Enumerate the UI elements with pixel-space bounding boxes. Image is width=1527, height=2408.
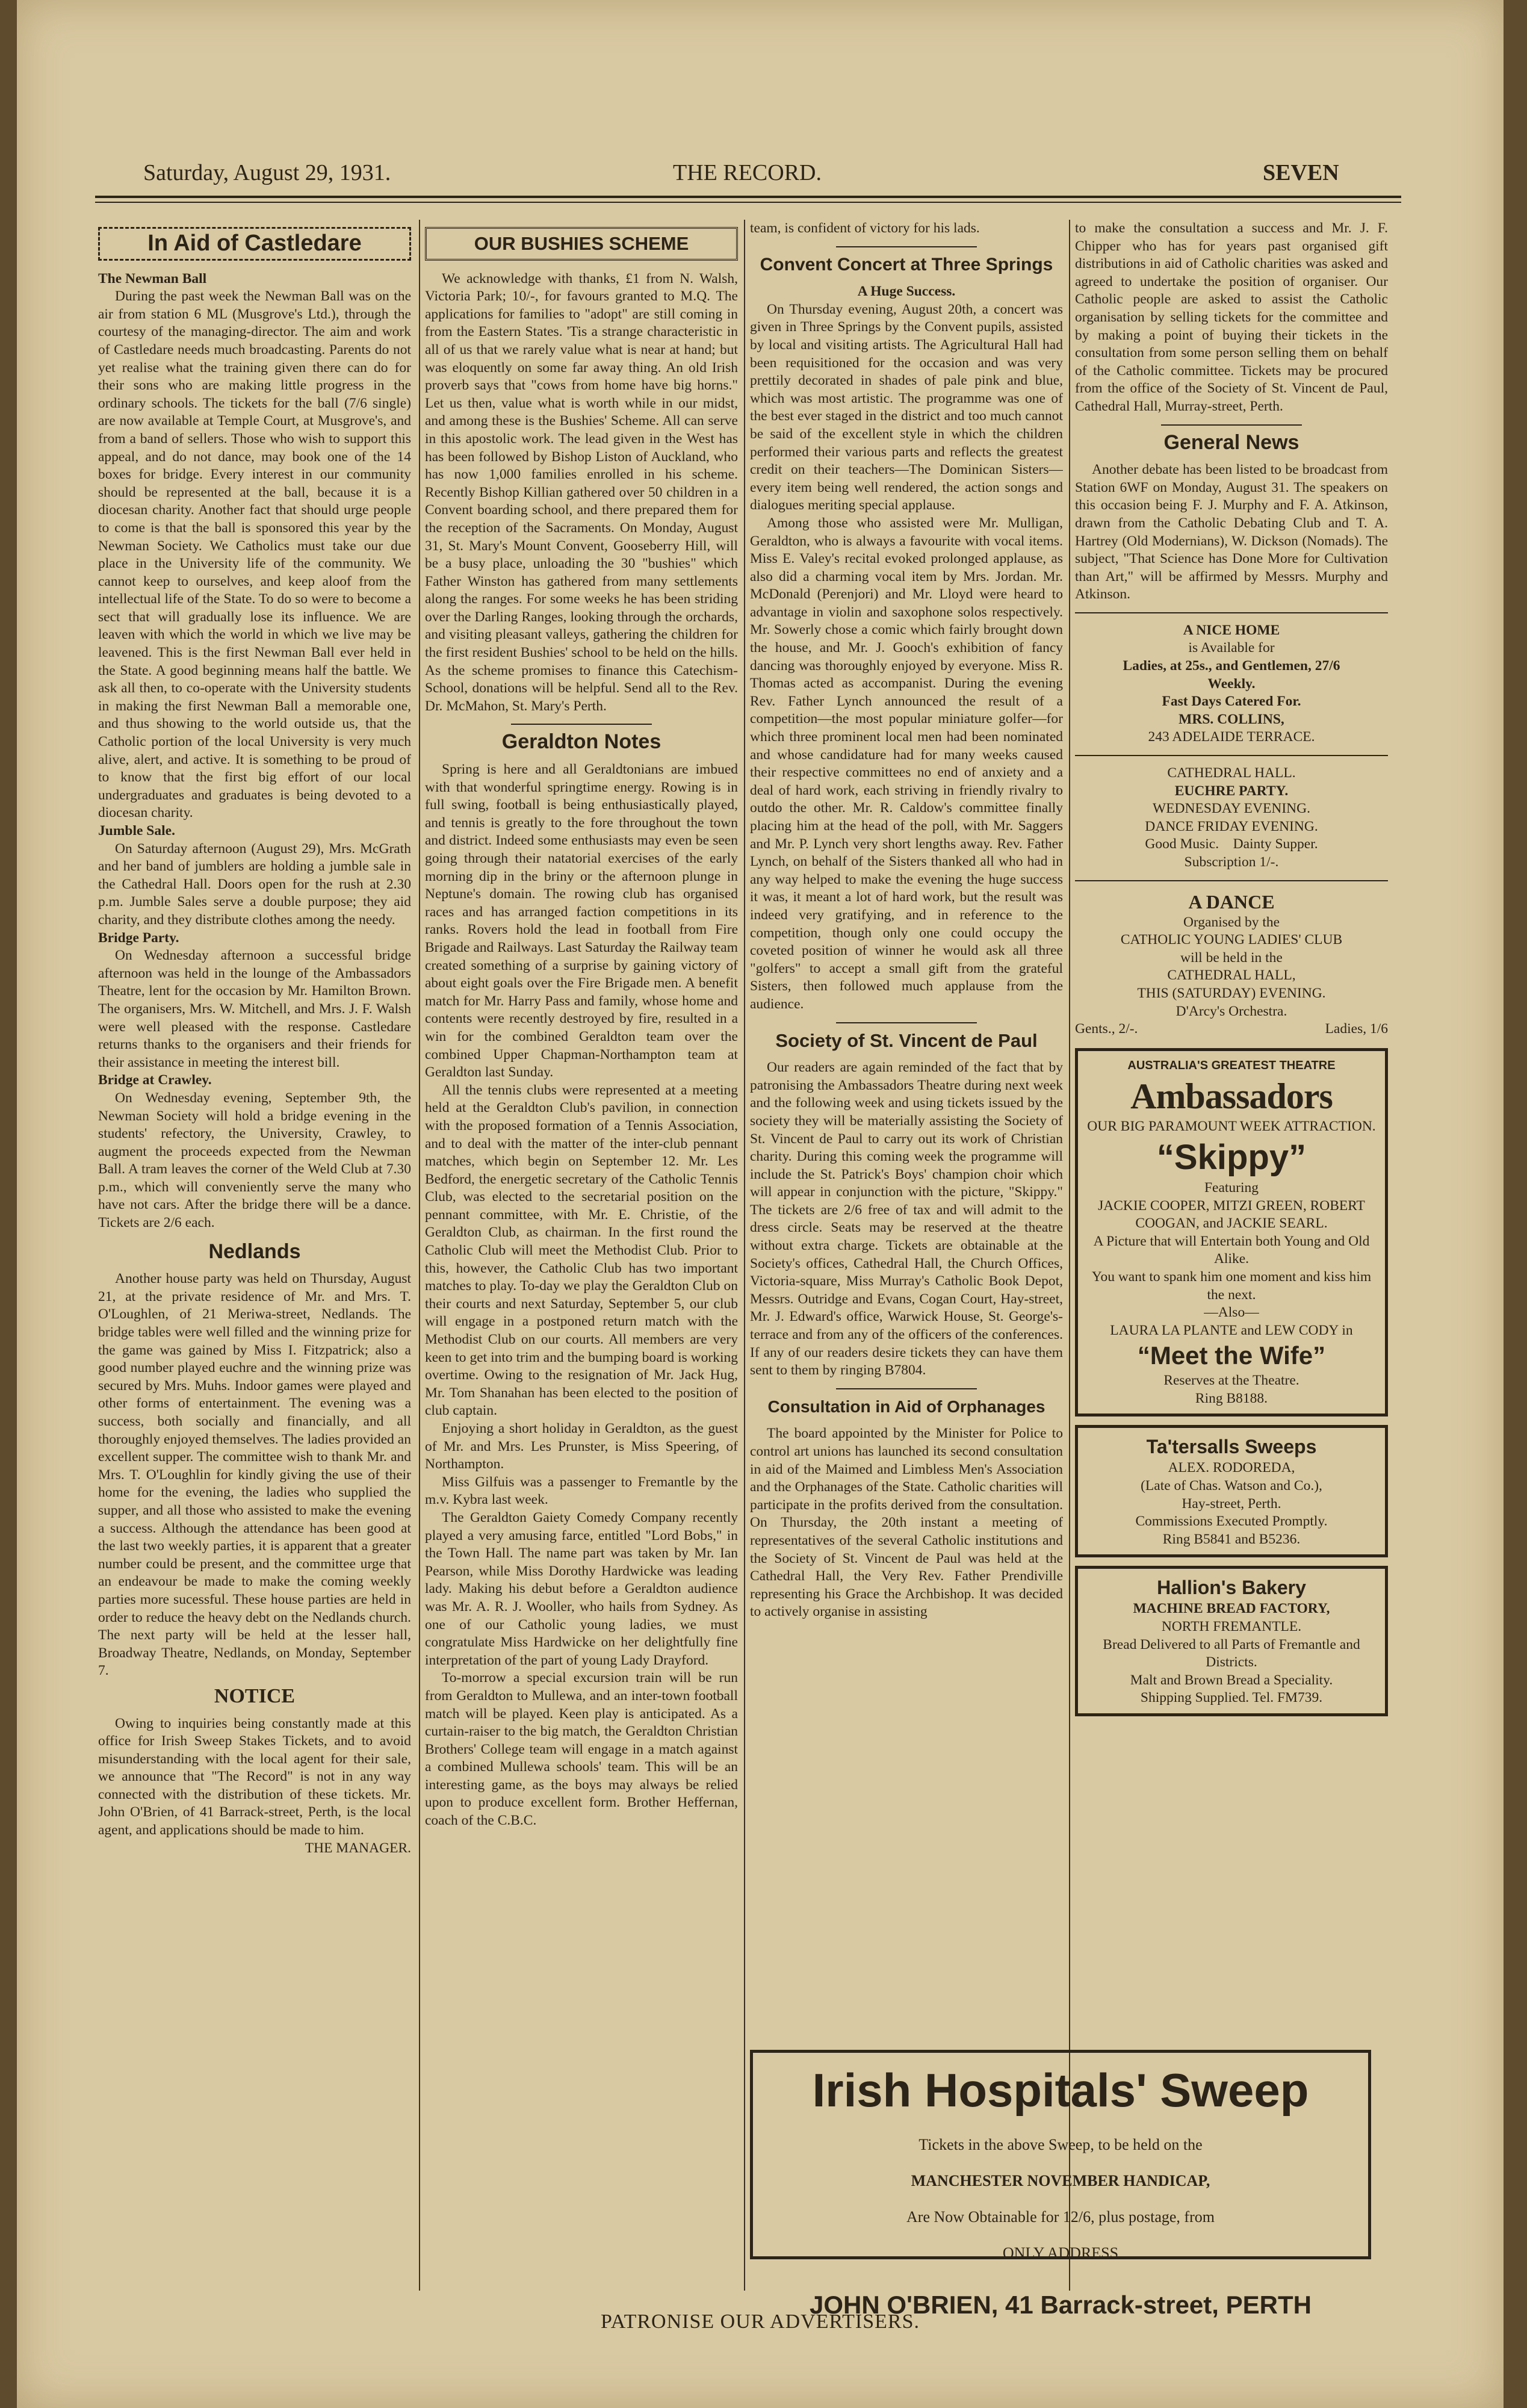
section-separator (1075, 612, 1388, 613)
continued-text: to make the consultation a success and Mr. J. F. Chipper who has for years past organised gift distributions in aid of Catholic charities was asked and agreed to undertake the position of organiser. Our Catholic people are asked to assist the Catholic organisation by selling tickets for the committee and by making a point of buying their tickets in the consultation from some person selling them on behalf of the Catholic committee. Tickets may be procured from the office of the Society of St. Vincent de Paul, Cathedral Hall, Murray-street, Perth. (1075, 220, 1388, 414)
ad-line: EUCHRE PARTY. (1174, 783, 1289, 799)
geraldton-heading: Geraldton Notes (501, 730, 661, 754)
geraldton-text: The Geraldton Gaiety Comedy Company recently played a very amusing farce, entitled "Lord Bobs," in the Town Hall. The name part was taken by Mr. Ian Pearson, while Miss Dorothy Hardwicke was leading lady. Making his debut before a Geraldton audience was Mr. A. R. J. Wooller, who hails from Sydney. As one of our Catholic young ladies, we must congratulate Miss Hardwicke on her delightfully fine interpretation of the part of young Lady Drayford. (425, 1509, 738, 1668)
convent-concert-text: Among those who assisted were Mr. Mulligan, Geraldton, who is always a favourite with vocal items. Miss E. Valey's recital evoked prolonged applause, as also did a charming vocal item by Mrs. Jordan. Mr. McDonald (Perenjori) and Mr. Lloyd were heard to advantage in violin and saxophone solos respectively. Mr. Sowerly chose a comic which fairly brought down the house, and Mr. J. Gooch's exhibition of fancy dancing was thoroughly enjoyed by everyone. Miss R. Thomas acted as accompanist. During the evening Rev. Father Lynch announced the result of a competition—the most popular miniature golfer—for which three prominent local men had been nominated and whose candidature had for many weeks caused their respective committees no end of anxiety and a deal of hard work, each striving in friendly rivalry to outdo the other. Mr. R. Caldow's committee finally placing him at the head of the poll, with Mr. Saggers and Mr. P. Lynch very short lengths away. Rev. Father Lynch, on behalf of the Sisters thanked all who had in any way helped to make the evening the huge success it was, it meant a lot of hard work, but the result was indeed very gratifying, and in reference to the competition, though only one could occupy the coveted position of winner he would ask all three "golfers" to accept a small gift from the grateful Sisters, then followed much applause from the audience. (750, 515, 1063, 1012)
ad-line: WEDNESDAY EVENING. (1153, 801, 1310, 817)
nedlands-heading: Nedlands (208, 1240, 301, 1263)
ad-line: MACHINE BREAD FACTORY, (1133, 1601, 1330, 1617)
ad-line: Malt and Brown Bread a Speciality. (1130, 1672, 1333, 1688)
meet-the-wife-title: “Meet the Wife” (1137, 1341, 1326, 1370)
column-3 (750, 220, 1063, 2041)
nice-home-ad (1075, 622, 1388, 746)
hallions-bakery-ad (1075, 1566, 1388, 1716)
ad-line: JOHN O'BRIEN, 41 Barrack-street, PERTH (810, 2291, 1312, 2319)
ad-line: A Picture that will Entertain both Young and Old Alike. (1093, 1233, 1370, 1267)
ad-line: MRS. COLLINS, (1179, 711, 1284, 727)
column-divider (744, 220, 745, 2291)
ad-line: Ring B5841 and B5236. (1162, 1531, 1301, 1547)
section-separator (836, 246, 977, 247)
ad-title: Ta'tersalls Sweeps (1146, 1436, 1317, 1458)
ad-line: You want to spank him one moment and kiss him the next. (1091, 1268, 1372, 1303)
ambassadors-title: Ambassadors (1130, 1076, 1333, 1117)
column-2 (425, 220, 738, 2291)
svdp-text: Our readers are again reminded of the fact that by patronising the Ambassadors Theatre during next week and the following week and using tickets issued by the society they will be materially assisting the Society of St. Vincent de Paul to carry out its work of Christian charity. During this coming week the programme will include the St. Patrick's Boys' champion choir which will appear in conjunction with the picture, "Skippy." The tickets are 2/6 free of tax and will admit to the dress circle. Seats may be reserved at the theatre without extra charge. Tickets are obtainable at the Society's offices, Cathedral Hall, the Church Offices, Victoria-square, Miss Murray's Catholic Book Depot, Messrs. Outridge and Evans, Cogan Court, Hay-street, Mr. J. Edward's office, Warwick House, St. George's-terrace and from any of the officers of the conferences. If any of our readers desire tickets they can have them sent to them by ringing B7804. (750, 1060, 1063, 1379)
ad-line: JACKIE COOPER, MITZI GREEN, ROBERT COOGAN, and JACKIE SEARL. (1098, 1197, 1365, 1232)
footer-slogan: PATRONISE OUR ADVERTISERS. (601, 2310, 920, 2333)
ad-line: OUR BIG PARAMOUNT WEEK ATTRACTION. (1087, 1119, 1376, 1135)
convent-concert-text: On Thursday evening, August 20th, a concert was given in Three Springs by the Convent pupils, assisted by local and visiting artists. The Agricultural Hall had been requisitioned for the occasion and was very prettily decorated in shades of pale pink and blue, which was most artistic. The programme was one of the best ever staged in the district and too much cannot be said of the excellent style in which the children performed their various parts and reflects the greatest credit on their teachers—The Dominican Sisters—every item being well rendered, the action songs and dialogues meriting special applause. (750, 301, 1063, 514)
geraldton-text: Miss Gilfuis was a passenger to Fremantle by the m.v. Kybra last week. (425, 1474, 738, 1508)
ad-line: Bread Delivered to all Parts of Fremantle and Districts. (1103, 1636, 1360, 1671)
ad-line: Weekly. (1207, 675, 1256, 692)
ad-line: Gents., 2/-. (1075, 1021, 1138, 1037)
bushies-heading: OUR BUSHIES SCHEME (425, 227, 738, 261)
section-separator (836, 1022, 977, 1023)
notice-text: Owing to inquiries being constantly made at this office for Irish Sweep Stakes Tickets, and to avoid misunderstanding with the local agent for their sale, we announce that "The Record" is not in any way connected with the distribution of these tickets. Mr. John O'Brien, of 41 Barrack-street, Perth, is the local agent, and applications should be made to him. (98, 1715, 411, 1839)
orphanages-heading: Consultation in Aid of Orphanages (767, 1397, 1045, 1416)
section-separator (511, 724, 652, 725)
masthead: THE RECORD. (673, 160, 822, 185)
ad-line: THIS (SATURDAY) EVENING. (1137, 985, 1326, 1001)
ad-line: Commissions Executed Promptly. (1135, 1513, 1328, 1530)
ad-line: CATHOLIC YOUNG LADIES' CLUB (1120, 932, 1343, 948)
ad-line: Shipping Supplied. Tel. FM739. (1140, 1690, 1323, 1706)
ad-line: D'Arcy's Orchestra. (1175, 1003, 1287, 1019)
notice-heading: NOTICE (214, 1684, 296, 1707)
ad-line: Tickets in the above Sweep, to be held on the (918, 2136, 1203, 2153)
ad-line: Ladies, at 25s., and Gentlemen, 27/6 (1123, 658, 1340, 674)
orphanages-text: The board appointed by the Minister for Police to control art unions has launched its second consultation in aid of the Maimed and Limbless Men's Association and the Orphanages of the State. Catholic charities will participate in the profits derived from the consultation. On Thursday, the 20th instant a meeting of representatives of the several Catholic institutions and the Society of St. Vincent de Paul was held at the Cathedral Hall, the Very Rev. Father Prendiville representing his Grace the Archbishop. It was decided to actively organise in assisting (750, 1426, 1063, 1620)
ad-line: is Available for (1188, 640, 1275, 656)
euchre-party-ad (1075, 765, 1388, 872)
ad-line: will be held in the (1180, 949, 1283, 966)
ambassadors-ad (1075, 1048, 1388, 1417)
newspaper-page (17, 0, 1504, 2408)
bridge-text: On Wednesday afternoon a successful bridge afternoon was held in the lounge of the Ambassadors Theatre, lent for the occasion by Mr. Hamilton Brown. The organisers, Mrs. W. Mitchell, and Mrs. J. F. Walsh were well pleased with the response. Castledare returns thanks to the organisers and their friends for their assistance in meeting the interest bill. (98, 948, 411, 1070)
ad-line: Fast Days Catered For. (1162, 694, 1301, 710)
bushies-text: We acknowledge with thanks, £1 from N. Walsh, Victoria Park; 10/-, for favours granted to M.Q. The applications for families to "adopt" are still coming in from the Eastern States. 'Tis a strange characteristic in all of us that we rarely value what is near at hand; but was eloquently on some far away thing. An old Irish proverb says that "cows from home have big horns." Let us then, value what is worth while in our midst, and among these is the Bushies' Scheme. All can serve in this apostolic work. The lead given in the West has has been followed by Bishop Liston of Auckland, who has now 1,000 families enrolled in his scheme. Recently Bishop Killian gathered over 50 children in a Convent boarding school, and there prepared them for the reception of the Sacraments. On Monday, August 31, St. Mary's Mount Convent, Gooseberry Hill, will be a busy place, unloading the 30 "bushies" which Father Winston has gathered from many settlements along the ranges. For some weeks he has been striding over the Darling Ranges, looking through the orchards, and visiting pleasant valleys, gathering the children for the first resident Bushies' school to be held on the hills. As the scheme promises to finance this Catechism-School, donations will be helpful. Send all to the Rev. Dr. McMahon, St. Mary's Perth. (425, 270, 738, 714)
convent-concert-heading: Convent Concert at Three Springs (760, 254, 1053, 275)
jumble-text: On Saturday afternoon (August 29), Mrs. McGrath and her band of jumblers are holding a jumble sale in the Cathedral Hall. Doors open for the rush at 2.30 p.m. Jumble Sales serve a double purpose; they aid charity, and they distribute clothes among the needy. (98, 840, 411, 928)
column-divider (1069, 220, 1070, 2291)
ad-line: ALEX. RODOREDA, (1168, 1460, 1295, 1476)
irish-sweep-title: Irish Hospitals' Sweep (812, 2064, 1309, 2117)
ad-title: Hallion's Bakery (1157, 1577, 1306, 1599)
tattersalls-ad (1075, 1425, 1388, 1557)
ad-line: A NICE HOME (1183, 622, 1280, 638)
section-separator (1161, 424, 1302, 426)
issue-date: Saturday, August 29, 1931. (143, 160, 391, 185)
ad-line: 243 ADELAIDE TERRACE. (1148, 729, 1315, 745)
column-divider (419, 220, 420, 2291)
ad-line: DANCE FRIDAY EVENING. (1145, 818, 1318, 834)
nedlands-text: Another house party was held on Thursday, August 21, at the private residence of Mr. and Mrs. T. O'Loughlen, of 21 Meriwa-street, Nedlands. The bridge tables were well filled and the winning prize for the game was gained by Miss I. Fitzpatrick; also a good number played euchre and the winning prize was secured by Mrs. Muhs. Indoor games were played and other forms of entertainment. The evening was a success, both socially and financially, and all thoroughly enjoyed themselves. The ladies provided an excellent supper. The committee wish to thank Mr. and Mrs. T. O'Loughlin for kindly giving the use of their home for the evening, the ladies who supplied the supper, and all those who assisted to make the evening a success. Although the attendance has been good at the last two weekly parties, it is apparent that a greater number could be present, and the committee urge that an endeavour be made to make the coming weekly parties more sucessful. These house parties are held in order to reduce the heavy debt on the Nedlands church. The next party will be held at the lesser hall, Broadway Theatre, Nedlands, on Monday, September 7. (98, 1271, 411, 1679)
geraldton-text: All the tennis clubs were represented at a meeting held at the Geraldton Club's pavilion, in connection with the proposed formation of a Tennis Association, and to deal with the matter of the inter-club pennant matches, which begin on September 12. Mr. Les Bedford, the energetic secretary of the Catholic Tennis Club, was elected to the secretarial position on the pennant committee, with Mr. E. Christie, of the Geraldton Club, as chairman. In the first round the Catholic Club will meet the Methodist Club. Prior to this, however, the Catholic Club has two important matches to play. To-day we play the Geraldton Club on their courts and next Saturday, September 5, our club will engage in a postponed return match with the Methodist Club on our courts. All members are very keen to get into trim and the bumping board is working overtime. Owing to the resignation of Mr. Jack Hug, Mr. Tom Shanahan has been elected to the position of club captain. (425, 1082, 738, 1419)
ad-line: Hay-street, Perth. (1182, 1495, 1281, 1512)
castledare-heading: In Aid of Castledare (98, 227, 411, 261)
ad-line: CATHEDRAL HALL. (1167, 765, 1296, 781)
ad-line: Dainty Supper. (1233, 836, 1318, 852)
ad-line: Ring B8188. (1195, 1390, 1268, 1406)
newman-ball-subhead: The Newman Ball (98, 270, 207, 287)
ad-line: A DANCE (1188, 890, 1275, 913)
general-news-heading: General News (1163, 430, 1299, 454)
ad-line: Good Music. (1145, 836, 1219, 852)
svdp-heading: Society of St. Vincent de Paul (775, 1029, 1038, 1051)
ad-line: AUSTRALIA'S GREATEST THEATRE (1127, 1058, 1336, 1072)
ad-line: Featuring (1204, 1179, 1259, 1196)
section-separator (1075, 880, 1388, 881)
convent-concert-subhead: A Huge Success. (857, 284, 956, 300)
bridge-subhead: Bridge Party. (98, 929, 179, 946)
ad-line: Ladies, 1/6 (1325, 1021, 1388, 1037)
ad-line: Subscription 1/-. (1184, 854, 1279, 870)
geraldton-text: Spring is here and all Geraldtonians are imbued with that wonderful springtime energy. Rowing is in full swing, football is being enthusiastically played, and tennis is greatly to the fore throughout the town and district. Indeed some enthusiasts may even be seen going through their natatorial exercises of the early morning dip in the briny or the afternoon plunge in Neptune's domain. The rowing club has organised races and has arranged faction competitions in its ranks. Rovers hold the lead in football from Fire Brigade and Railways. Last Saturday the Railway team created something of a surprise by gaining victory of about eight goals over the Fire Brigade men. A benefit match for Mr. Harry Pass and family, whose home and contents were recently destroyed by fire, resulted in a win for the combined Geraldton team over the combined Upper Chapman-Northampton team at Geraldton last Sunday. (425, 762, 738, 1081)
jumble-subhead: Jumble Sale. (98, 823, 175, 839)
geraldton-text: Enjoying a short holiday in Geraldton, as the guest of Mr. and Mrs. Les Prunster, is Miss Speering, of Northampton. (425, 1421, 738, 1472)
newman-ball-text: During the past week the Newman Ball was on the air from station 6 ML (Musgrove's Ltd.), through the courtesy of the managing-director. The aim and work of Castledare needs much broadcasting. Parents do not yet realise what the training given there can do for their sons who are making little progress in the ordinary schools. The tickets for the ball (7/6 single) are now available at Temple Court, at Musgrove's, and from a band of sellers. Those who wish to support this appeal, and do not dance, may book one of the 14 boxes for bridge. Every interest in our community should be represented at the ball, because it is a diocesan charity. Another fact that should urge people to come is that the ball is sponsored this year by the Newman Society. We Catholics must take our due place in the University life of the community. We cannot keep to ourselves, and keep aloof from the intellectual life of the State. To do so were to become a sect that will gradually lose its influence. We are leaven with which the world in which we live may be leavened. This is the first Newman Ball ever held in the State. A good beginning means half the battle. We ask all then, to co-operate with the University students in making the first Newman Ball a memorable one, and thus showing to the world outside us, that the Catholic portion of the local University is very much alive, alert, and active. It is something to be proud of to know that the first big effort of our local undergraduates and graduates is being devoted to a diocesan charity. (98, 288, 411, 821)
column-4 (1075, 220, 1388, 2041)
header-rule (95, 196, 1401, 198)
ad-line: NORTH FREMANTLE. (1161, 1619, 1302, 1635)
ad-line: ONLY ADDRESS (1002, 2244, 1119, 2262)
ad-line: Reserves at the Theatre. (1163, 1373, 1299, 1389)
ad-line: MANCHESTER NOVEMBER HANDICAP, (911, 2172, 1210, 2189)
section-separator (1075, 755, 1388, 756)
notice-signature: THE MANAGER. (305, 1840, 411, 1856)
irish-sweep-ad (750, 2050, 1371, 2319)
geraldton-text: To-morrow a special excursion train will be run from Geraldton to Mullewa, and an inter-town football match will be played. Keen play is anticipated. As a curtain-raiser to the big match, the Geraldton Christian Brothers' College team will engage in a match against a combined Mullewa schools' team. This will be an interesting game, as the boys may always be relied upon to produce excellent form. Brother Heffernan, coach of the C.B.C. (425, 1670, 738, 1829)
ad-line: —Also— (1204, 1305, 1259, 1321)
skippy-title: “Skippy” (1156, 1137, 1307, 1177)
dance-ad (1075, 890, 1388, 1038)
ad-line: CATHEDRAL HALL, (1167, 967, 1296, 984)
ad-line: LAURA LA PLANTE and LEW CODY in (1110, 1322, 1353, 1338)
continued-text: team, is confident of victory for his lads. (750, 220, 980, 236)
ad-line: Organised by the (1183, 914, 1280, 930)
ad-line: Are Now Obtainable for 12/6, plus postage, from (906, 2208, 1215, 2226)
general-news-text: Another debate has been listed to be broadcast from Station 6WF on Monday, August 31. The speakers on this occasion being F. J. Murphy and F. A. Atkinson, drawn from the Catholic Debating Club and T. A. Hartrey (Old Modernians), W. Dickson (Nomads). The subject, "That Science has Done More for Cultivation than Art," will be affirmed by Messrs. Murphy and Atkinson. (1075, 462, 1388, 603)
column-1 (98, 220, 411, 2285)
ad-line: (Late of Chas. Watson and Co.), (1141, 1478, 1322, 1494)
crawley-text: On Wednesday evening, September 9th, the Newman Society will hold a bridge evening in the students' refectory, the University, Crawley, to augment the proceeds expected from the Newman Ball. A tram leaves the corner of the Weld Club at 7.30 p.m., which will conveniently serve the many who have not cars. After the bridge there will be a dance. Tickets are 2/6 each. (98, 1090, 411, 1231)
section-separator (836, 1388, 977, 1389)
crawley-subhead: Bridge at Crawley. (98, 1072, 212, 1088)
header-rule-thin (95, 202, 1401, 203)
page-number: SEVEN (1263, 160, 1339, 185)
